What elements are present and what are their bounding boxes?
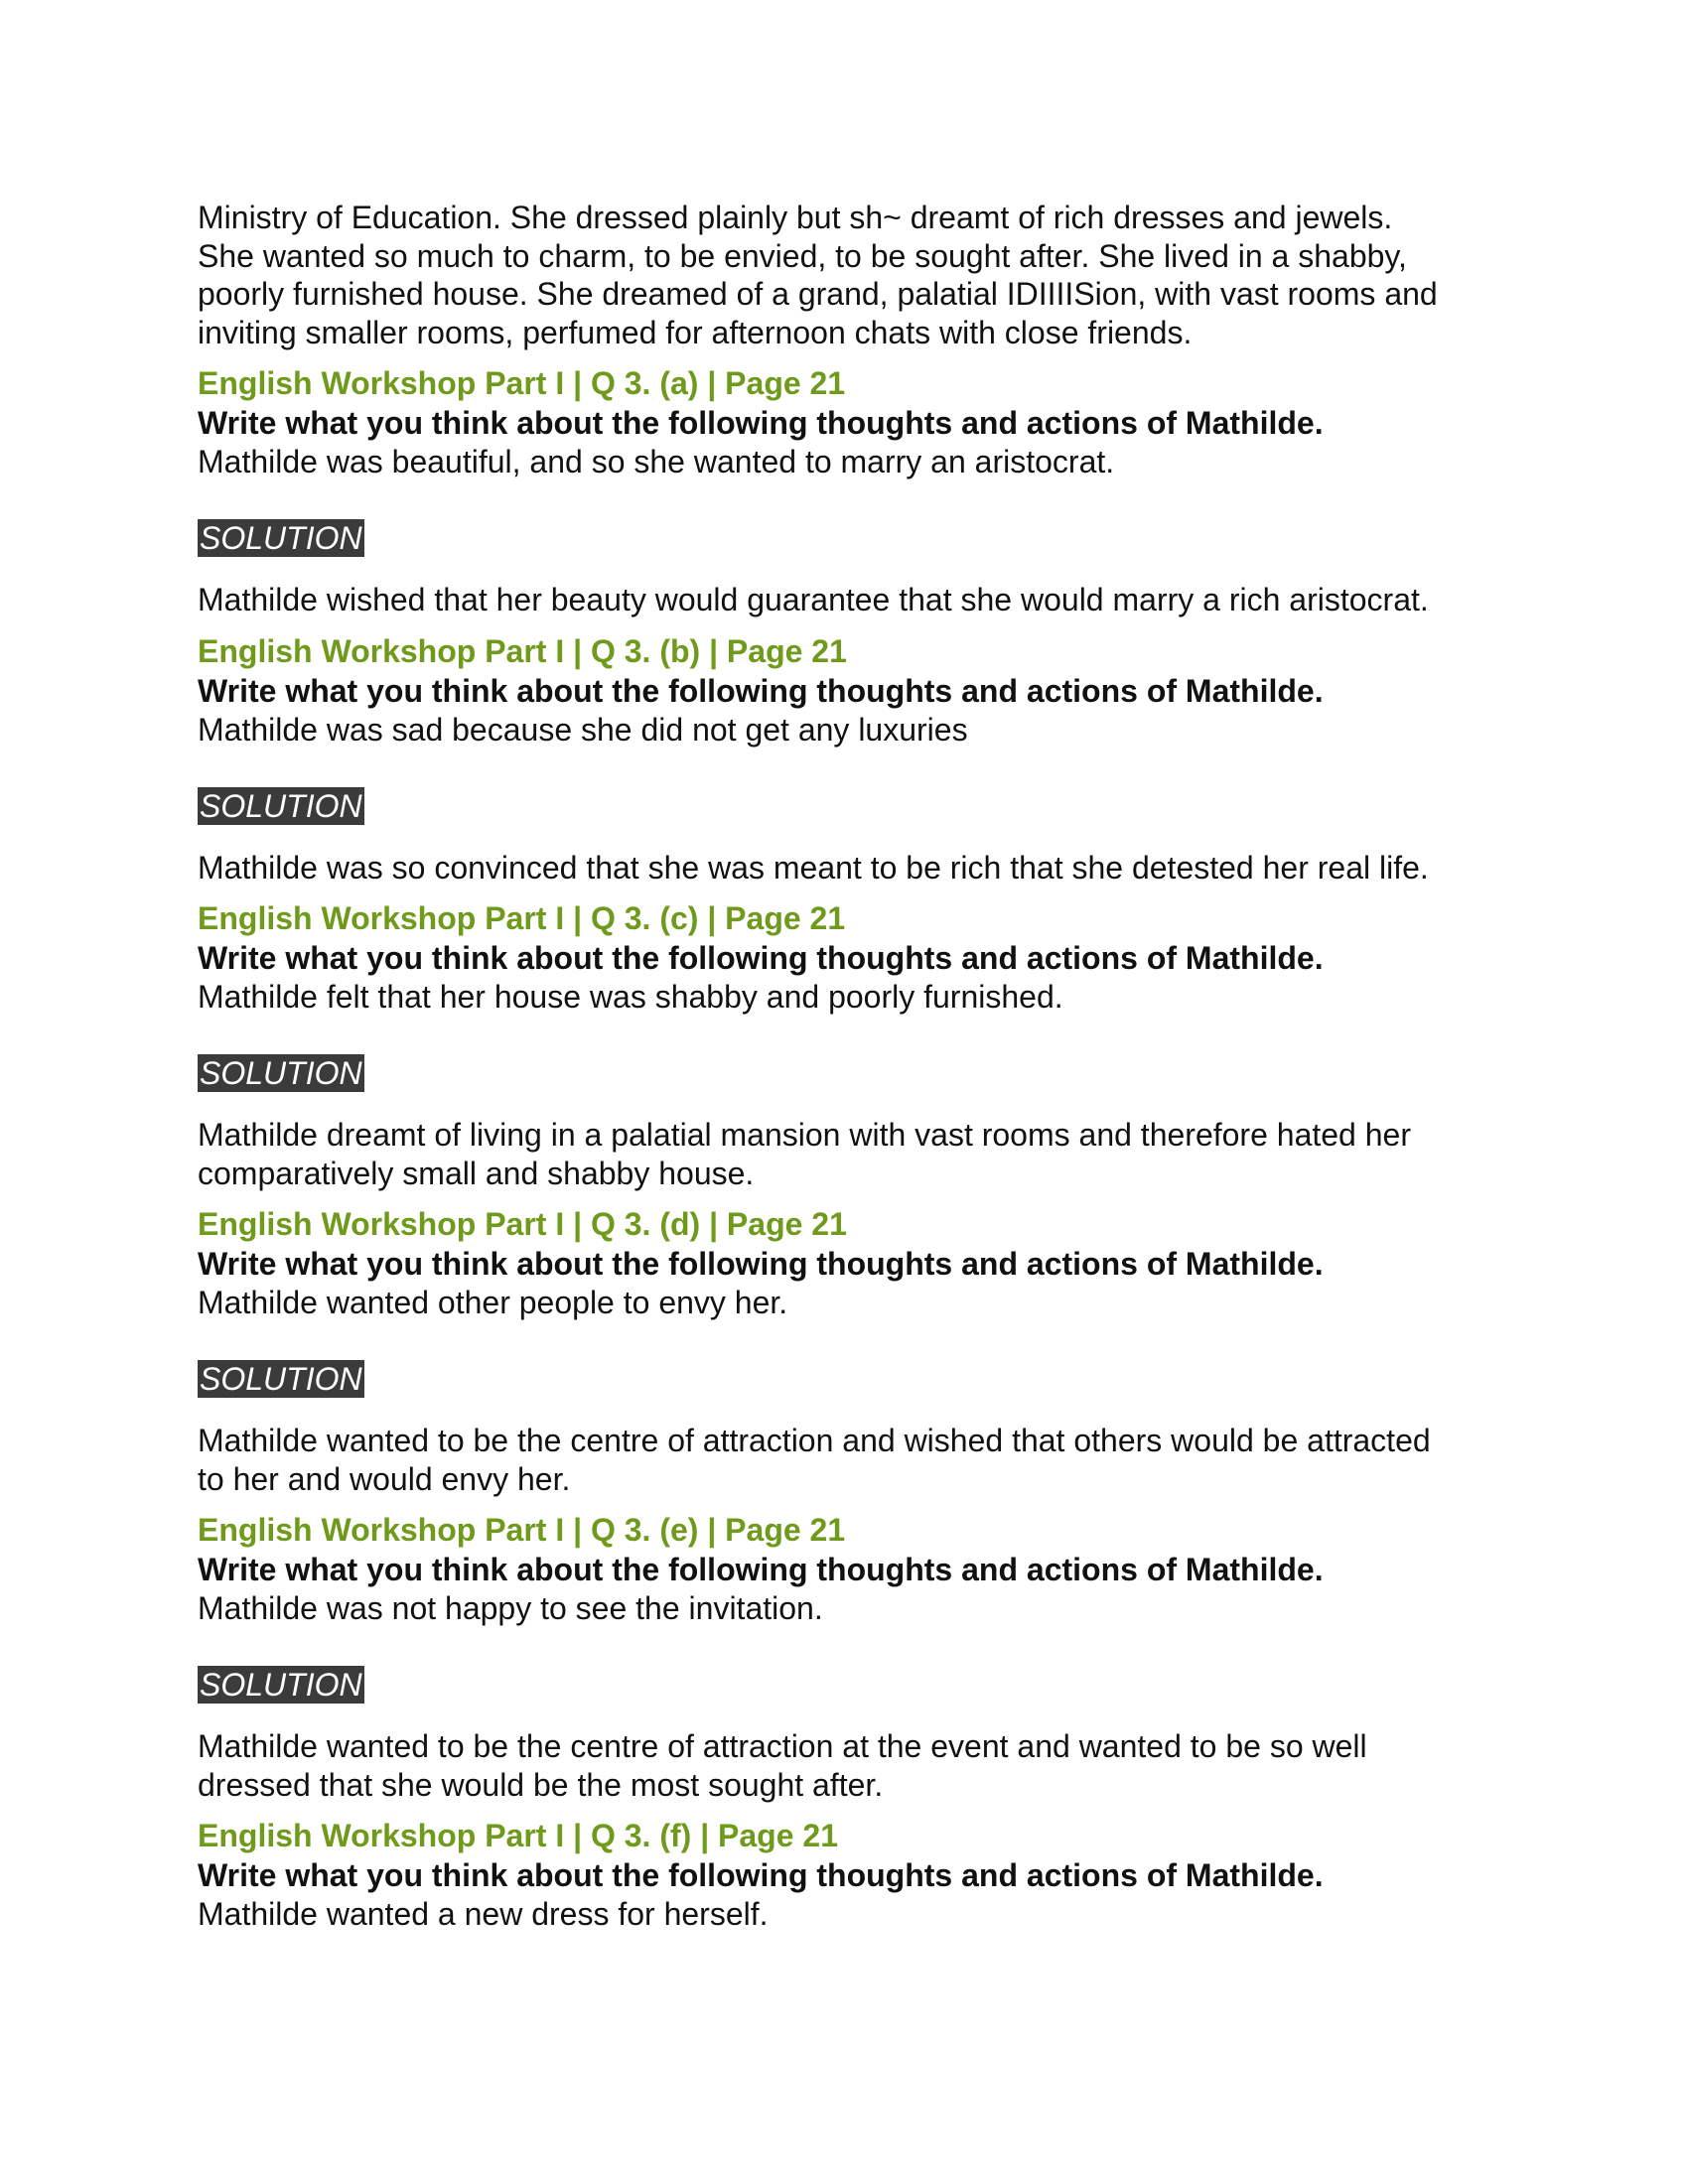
question-block-e	[198, 1510, 1508, 1804]
question-statement: Mathilde was sad because she did not get any luxuries	[198, 711, 968, 748]
solution-answer: Mathilde was so convinced that she was meant to be rich that she detested her real life.	[198, 849, 1429, 886]
question-block-d	[198, 1204, 1508, 1498]
question-heading: English Workshop Part I | Q 3. (b) | Page 21	[198, 632, 847, 669]
question-heading: English Workshop Part I | Q 3. (f) | Page 21	[198, 1818, 838, 1853]
question-prompt: Write what you think about the following thoughts and actions of Mathilde.	[198, 405, 1324, 441]
question-block-a	[198, 363, 1508, 619]
solution-badge: SOLUTION	[200, 1361, 362, 1397]
question-statement: Mathilde wanted a new dress for herself.	[198, 1896, 769, 1932]
question-statement: Mathilde was beautiful, and so she wanted to marry an aristocrat.	[198, 444, 1115, 479]
solution-answer: Mathilde wished that her beauty would guarantee that she would marry a rich aristocrat.	[198, 582, 1429, 617]
document-content	[198, 199, 1508, 1933]
solution-badge: SOLUTION	[200, 1055, 362, 1091]
question-heading: English Workshop Part I | Q 3. (e) | Page 21	[198, 1512, 846, 1548]
solution-answer: Mathilde dreamt of living in a palatial mansion with vast rooms and therefore hated her comparatively small and shabby house.	[198, 1117, 1411, 1191]
question-statement: Mathilde felt that her house was shabby and poorly furnished.	[198, 979, 1063, 1015]
solution-badge: SOLUTION	[200, 1667, 362, 1703]
question-statement: Mathilde wanted other people to envy her.	[198, 1285, 788, 1320]
solution-answer: Mathilde wanted to be the centre of attraction at the event and wanted to be so well dressed that she would be the most sought after.	[198, 1728, 1367, 1803]
question-statement: Mathilde was not happy to see the invitation.	[198, 1590, 823, 1626]
question-block-c	[198, 898, 1508, 1192]
question-prompt: Write what you think about the following thoughts and actions of Mathilde.	[198, 1552, 1324, 1587]
solution-badge: SOLUTION	[200, 520, 362, 556]
question-prompt: Write what you think about the following thoughts and actions of Mathilde.	[198, 1246, 1324, 1282]
intro-paragraph: Ministry of Education. She dressed plainly but sh~ dreamt of rich dresses and jewels. She wanted so much to charm, to be envied, to be sought after. She lived in a shabby, poorly furnished house. She dreamed of a grand, palatial IDIIIISion, with vast rooms and inviting smaller rooms, perfumed for afternoon chats with close friends.	[198, 200, 1438, 350]
solution-answer: Mathilde wanted to be the centre of attraction and wished that others would be attracted to her and would envy her.	[198, 1423, 1431, 1497]
solution-badge: SOLUTION	[200, 787, 362, 824]
question-prompt: Write what you think about the following thoughts and actions of Mathilde.	[198, 940, 1324, 976]
question-prompt: Write what you think about the following thoughts and actions of Mathilde.	[198, 672, 1324, 709]
question-block-b	[198, 631, 1508, 887]
question-heading: English Workshop Part I | Q 3. (a) | Page 21	[198, 365, 846, 401]
question-heading: English Workshop Part I | Q 3. (d) | Page 21	[198, 1206, 847, 1242]
question-prompt: Write what you think about the following thoughts and actions of Mathilde.	[198, 1857, 1324, 1893]
question-block-f	[198, 1816, 1508, 1933]
question-heading: English Workshop Part I | Q 3. (c) | Page 21	[198, 900, 846, 936]
